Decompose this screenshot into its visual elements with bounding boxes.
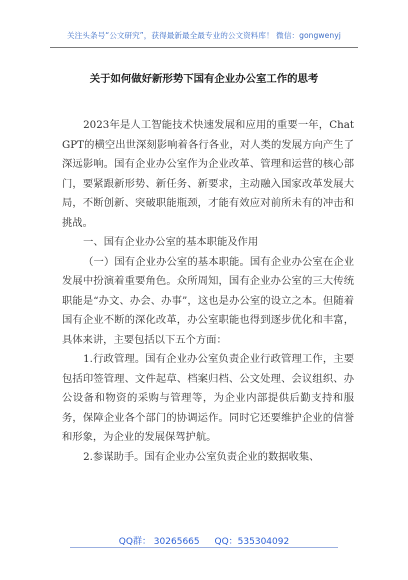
paragraph-admin-management: 1.行政管理。国有企业办公室负责企业行政管理工作，主要包括印签管理、文件起草、档案归档、公文处理、会议组织、办公设备和物资的采购与管理等，为企业内部提供后勤支持和服务，保障企业各个部门的协调运作。同时它还要维护企业的信誉和形象，为企业的发展保驾护航。 [62,353,354,443]
footer-qq-group: QQ群： 30265665 [118,537,200,547]
footer-underline [70,547,338,548]
footer-qq: QQ：535304092 [214,537,290,547]
section-heading-1: 一、国有企业办公室的基本职能及作用 [83,236,259,248]
paragraph-staff-assistant: 2.参谋助手。国有企业办公室负责企业的数据收集、 [83,450,320,463]
document-body [62,116,354,467]
header-banner: 关注头条号“公文研究”，获得最新最全最专业的公文资料库！ 微信：gongwenyj [67,31,341,40]
footer-contact [0,534,408,547]
header-divider [50,47,358,48]
document-title: 关于如何做好新形势下国有企业办公室工作的思考 [89,73,319,85]
paragraph-basic-functions: （一）国有企业办公室的基本职能。国有企业办公室在企业发展中扮演着重要角色。众所周知，国有企业办公室的三大传统职能是“办文、办会、办事”，这也是办公室的设立之本。但随着国有企业不断的深化改革，办公室职能也得到逐步优化和丰富，具体来讲，主要包括以下五个方面： [62,255,354,346]
paragraph-intro: 2023年是人工智能技术快速发展和应用的重要一年，ChatGPT的横空出世深刻影响着各行各业，对人类的发展方向产生了深远影响。国有企业办公室作为企业改革、管理和运营的核心部门，要紧跟新形势、新任务、新要求，主动融入国家改革发展大局，不断创新、突破职能瓶颈，才能有效应对前所未有的冲击和挑战。 [62,119,354,229]
